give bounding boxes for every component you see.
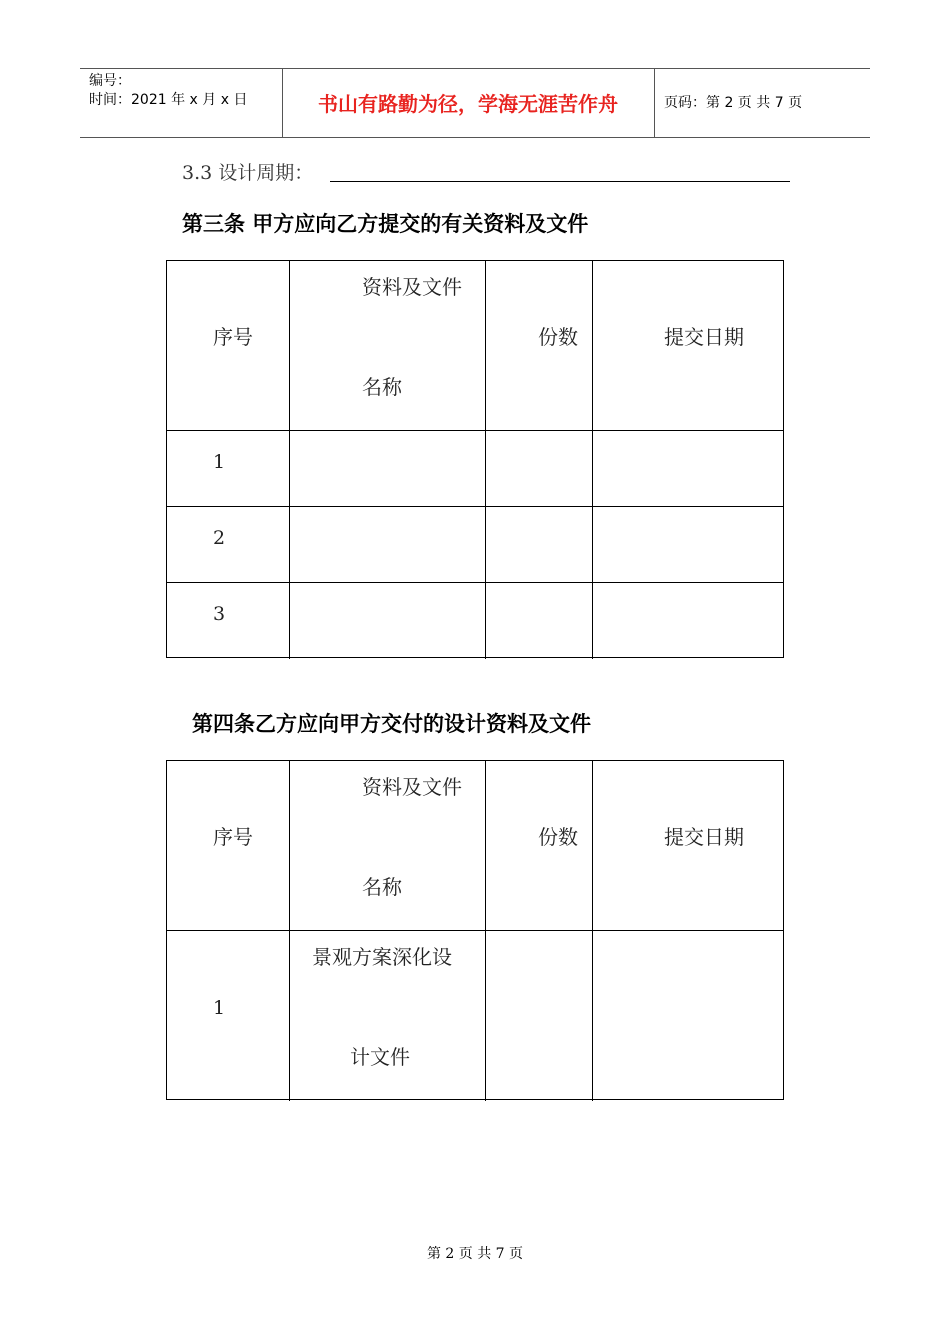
table-row <box>167 930 783 1101</box>
header-name-line1: 资料及文件 <box>362 775 462 799</box>
row-seq-cell <box>167 583 289 659</box>
row-copies-cell <box>485 431 592 507</box>
row-copies-cell <box>485 931 592 1101</box>
row-seq: 1 <box>213 997 226 1019</box>
row-date-cell <box>592 507 783 583</box>
document-header <box>80 68 870 138</box>
header-name-cell <box>289 261 485 430</box>
header-copies: 份数 <box>538 325 578 349</box>
row-date-cell <box>592 431 783 507</box>
article-3-title: 第三条 甲方应向乙方提交的有关资料及文件 <box>182 212 589 236</box>
table-row <box>167 506 783 583</box>
document-number-label: 编号： <box>89 73 131 89</box>
table-row <box>167 582 783 659</box>
article-4-title: 第四条乙方应向甲方交付的设计资料及文件 <box>192 712 591 736</box>
table-header-row <box>167 761 783 930</box>
row-copies-cell <box>485 507 592 583</box>
row-name-cell <box>289 507 485 583</box>
header-date: 提交日期 <box>664 825 744 849</box>
header-date-cell <box>592 761 783 930</box>
design-period-label: 3.3 设计周期： <box>182 162 314 184</box>
header-seq: 序号 <box>213 325 253 349</box>
row-name-line1: 景观方案深化设 <box>312 945 452 969</box>
header-page-cell <box>655 69 870 137</box>
row-seq: 1 <box>213 451 226 473</box>
header-name-line2: 名称 <box>362 875 402 899</box>
motto-text: 书山有路勤为径，学海无涯苦作舟 <box>318 92 618 116</box>
article-4-table <box>166 760 784 1100</box>
document-date-label: 时间：2021 年 x 月 x 日 <box>89 92 248 108</box>
header-name-cell <box>289 761 485 930</box>
row-name-cell <box>289 583 485 659</box>
row-seq-cell <box>167 507 289 583</box>
header-motto-cell <box>282 69 655 137</box>
row-seq: 3 <box>213 603 226 625</box>
header-name-line1: 资料及文件 <box>362 275 462 299</box>
table-row <box>167 430 783 507</box>
header-copies-cell <box>485 261 592 430</box>
header-seq-cell <box>167 761 289 930</box>
table-header-row <box>167 261 783 430</box>
row-seq-cell <box>167 431 289 507</box>
header-copies: 份数 <box>538 825 578 849</box>
row-date-cell <box>592 583 783 659</box>
row-name-cell <box>289 431 485 507</box>
header-copies-cell <box>485 761 592 930</box>
row-seq-cell <box>167 931 289 1101</box>
row-date-cell <box>592 931 783 1101</box>
row-seq: 2 <box>213 527 226 549</box>
header-date-cell <box>592 261 783 430</box>
header-date: 提交日期 <box>664 325 744 349</box>
header-meta-cell <box>80 69 283 137</box>
header-name-line2: 名称 <box>362 375 402 399</box>
row-copies-cell <box>485 583 592 659</box>
article-3-table <box>166 260 784 658</box>
header-page-info: 页码：第 2 页 共 7 页 <box>664 95 803 111</box>
row-name-cell <box>289 931 485 1101</box>
page-footer: 第 2 页 共 7 页 <box>426 1246 524 1262</box>
header-seq: 序号 <box>213 825 253 849</box>
design-period-blank-line <box>330 181 790 182</box>
row-name-line2: 计文件 <box>350 1045 410 1069</box>
header-seq-cell <box>167 261 289 430</box>
